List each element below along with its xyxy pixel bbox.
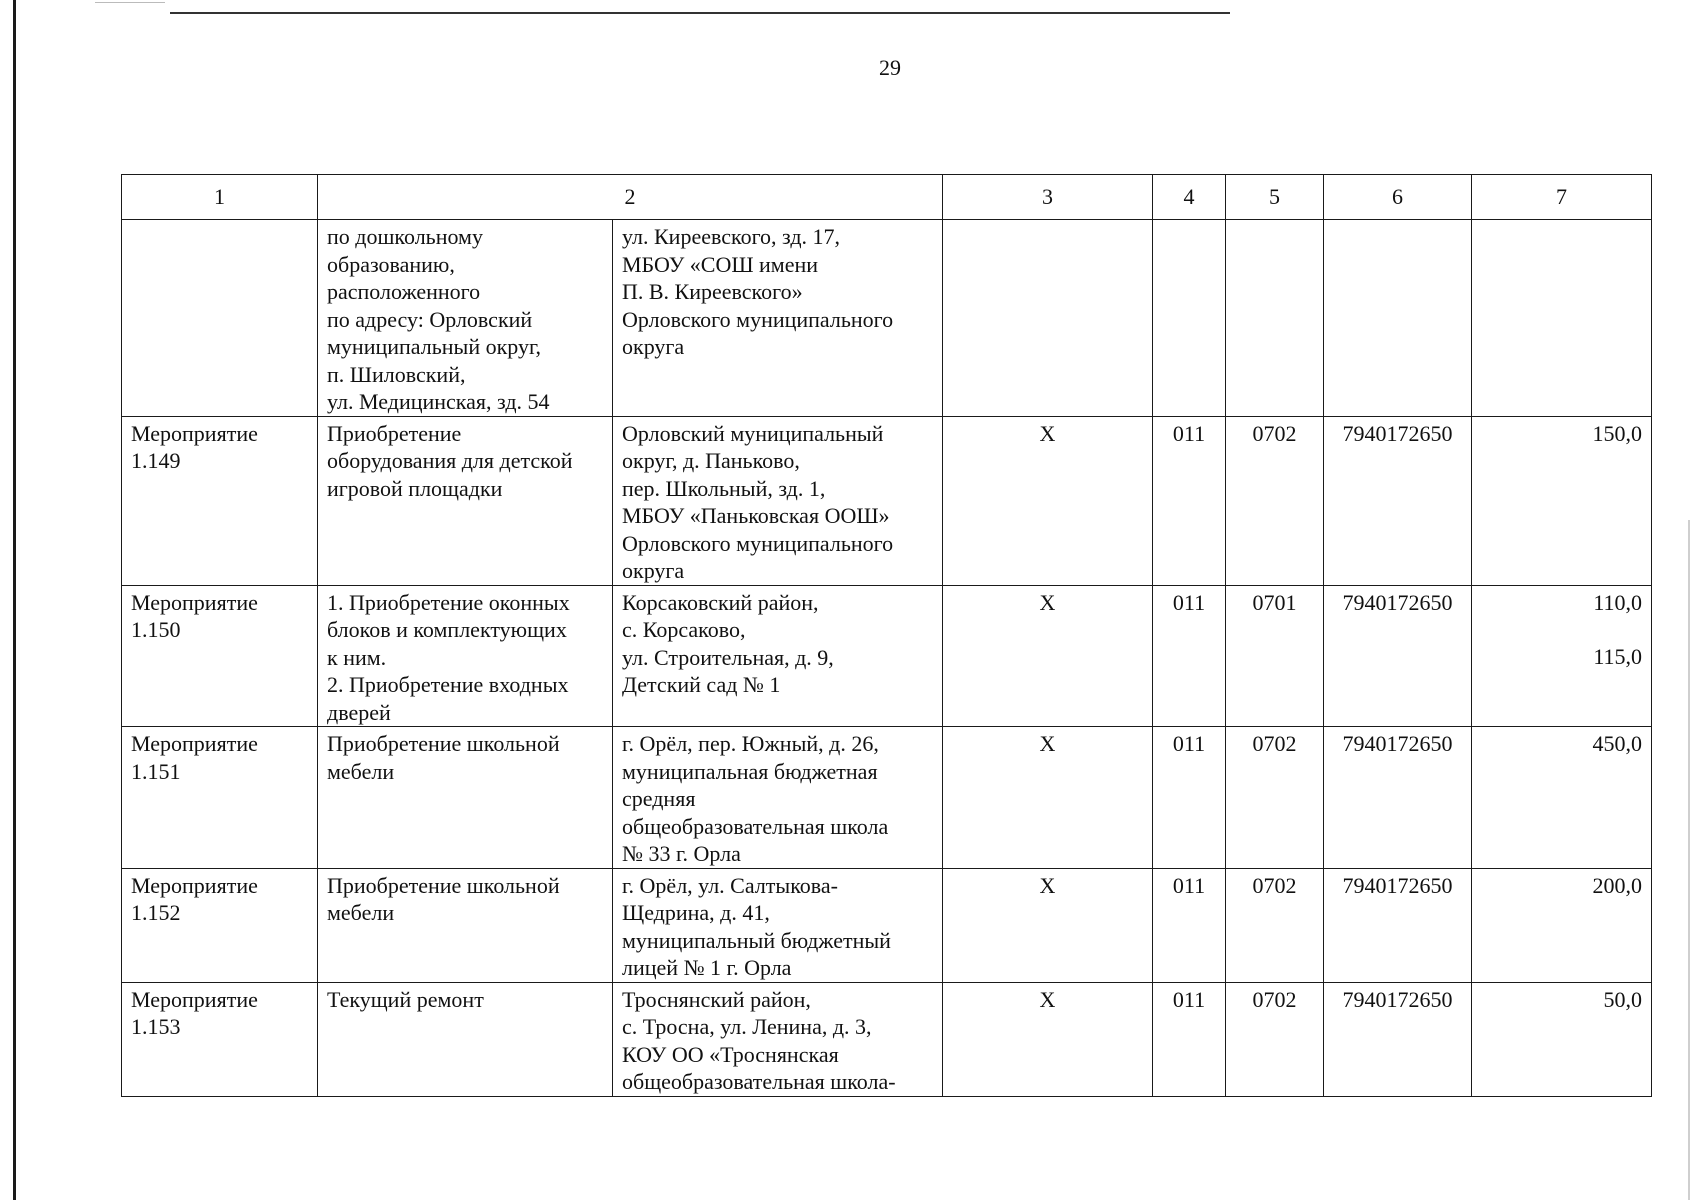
cell-line: 200,0 [1592,872,1642,898]
cell-line: Детский сад № 1 [622,672,781,697]
cell-line: лицей № 1 г. Орла [622,955,792,980]
cell-line: Мероприятие [131,731,258,756]
cell-line: П. В. Киреевского» [622,279,803,304]
code-011-cell [1153,727,1226,869]
cell-line: 150,0 [1592,420,1642,446]
code-011-cell [1153,982,1226,1096]
cell-line: № 33 г. Орла [622,841,741,866]
header-cell-2: 2 [318,175,943,220]
cell-line: Мероприятие [131,589,258,615]
table-row [122,868,1652,982]
section-code-cell [1226,585,1324,727]
event-name-cell [318,982,613,1096]
top-faint-line [95,2,165,3]
cell-line: 011 [1172,731,1206,756]
event-name-cell [318,727,613,869]
cell-line: Орловского муниципального [622,306,894,332]
cell-line: муниципальный округ, [327,334,542,359]
section-code-cell [1226,868,1324,982]
cell-line: общеобразовательная школа- [622,1069,896,1094]
event-address-cell [613,868,943,982]
cell-line: по адресу: Орловский [327,306,533,332]
cell-line: 1. Приобретение оконных [327,589,570,615]
marker-cell [943,220,1153,417]
cell-line: Х [1039,731,1056,756]
header-cell-5: 5 [1226,175,1324,220]
amount-cell [1472,416,1652,585]
cell-line: Х [1039,589,1056,615]
cell-line: Мероприятие [131,986,258,1012]
page-number: 29 [879,55,901,80]
marker-cell [943,416,1153,585]
table-header-row [122,175,1652,220]
cell-line: 50,0 [1603,986,1642,1012]
cell-line: КОУ ОО «Троснянская [622,1041,839,1067]
code-011-cell [1153,220,1226,417]
table-row [122,416,1652,585]
cell-line: 0702 [1252,731,1297,756]
table-row [122,585,1652,727]
cell-line: общеобразовательная школа [622,813,889,839]
header-cell-6: 6 [1324,175,1472,220]
cell-line: Приобретение школьной [327,731,560,756]
amount-cell [1472,585,1652,727]
cell-line: 7940172650 [1342,872,1453,898]
cell-line: Корсаковский район, [622,589,819,615]
section-code-cell [1226,416,1324,585]
cell-line: 7940172650 [1342,420,1453,446]
amount-cell [1472,727,1652,869]
cell-line: блоков и комплектующих [327,617,567,642]
cell-line: Орловский муниципальный [622,420,884,446]
target-code-cell [1324,416,1472,585]
cell-line: округа [622,334,685,359]
cell-line: Х [1039,872,1056,898]
target-code-cell [1324,982,1472,1096]
cell-line: 1.149 [131,448,181,473]
cell-line: игровой площадки [327,475,503,501]
cell-line: образованию, [327,251,455,277]
cell-line: округа [622,558,685,583]
cell-line: 011 [1172,872,1206,898]
cell-line: расположенного [327,279,481,304]
event-address-cell [613,727,943,869]
cell-line: 110,0 [1593,589,1642,615]
cell-line: мебели [327,758,395,784]
marker-cell [943,585,1153,727]
table-row [122,220,1652,417]
cell-line: Орловского муниципального [622,530,894,556]
budget-table [121,174,1652,1097]
cell-line: 1.150 [131,617,181,642]
cell-line: 7940172650 [1342,731,1453,756]
cell-line: оборудования для детской [327,448,573,473]
cell-line: 0701 [1252,589,1297,615]
top-rule [170,12,1230,14]
page-right-edge [1688,520,1690,1200]
cell-line: 7940172650 [1342,589,1453,615]
cell-line: п. Шиловский, [327,361,466,387]
cell-line: 0702 [1252,986,1297,1012]
cell-line: 011 [1172,589,1206,615]
target-code-cell [1324,727,1472,869]
cell-line: муниципальный бюджетный [622,927,891,953]
cell-line: МБОУ «Паньковская ООШ» [622,503,890,528]
code-011-cell [1153,868,1226,982]
amount-second-line: 115,0 [1593,644,1642,669]
cell-line: 0702 [1252,420,1297,446]
cell-line: г. Орёл, ул. Салтыкова- [622,872,838,898]
event-name-cell [318,416,613,585]
event-name-cell [318,868,613,982]
event-id-cell [122,868,318,982]
target-code-cell [1324,220,1472,417]
event-id-cell [122,585,318,727]
cell-line: г. Орёл, пер. Южный, д. 26, [622,731,879,756]
table-body [122,175,1652,1097]
section-code-cell [1226,220,1324,417]
event-address-cell [613,982,943,1096]
cell-line: 450,0 [1592,731,1642,756]
cell-line: ул. Медицинская, зд. 54 [327,389,550,414]
event-address-cell [613,416,943,585]
cell-line: по дошкольному [327,224,483,249]
cell-line: Мероприятие [131,420,258,446]
target-code-cell [1324,585,1472,727]
amount-cell [1472,868,1652,982]
cell-line: к ним. [327,644,387,670]
event-id-cell [122,220,318,417]
event-id-cell [122,727,318,869]
cell-line: с. Корсаково, [622,617,746,642]
cell-line: округ, д. Паньково, [622,448,800,473]
event-name-cell [318,585,613,727]
marker-cell [943,982,1153,1096]
cell-line: 011 [1172,986,1206,1012]
event-address-cell [613,220,943,417]
cell-line: 2. Приобретение входных [327,672,569,697]
header-cell-4: 4 [1153,175,1226,220]
cell-line: Х [1039,420,1056,446]
cell-line: муниципальная бюджетная [622,758,878,784]
header-cell-3: 3 [943,175,1153,220]
cell-line: Текущий ремонт [327,986,484,1012]
cell-line: мебели [327,900,395,925]
marker-cell [943,868,1153,982]
header-cell-1: 1 [122,175,318,220]
cell-line: Приобретение [327,420,462,446]
code-011-cell [1153,585,1226,727]
cell-line: 0702 [1252,872,1297,898]
cell-line: 1.152 [131,900,181,925]
cell-line: ул. Киреевского, зд. 17, [622,224,841,249]
page-left-edge [13,0,16,1200]
cell-line: Х [1039,986,1056,1012]
cell-line: 011 [1172,420,1206,446]
event-address-cell [613,585,943,727]
cell-line: Троснянский район, [622,986,811,1012]
amount-cell [1472,220,1652,417]
cell-line: пер. Школьный, зд. 1, [622,475,826,501]
cell-line: ул. Строительная, д. 9, [622,644,834,670]
table-row [122,727,1652,869]
cell-line: Щедрина, д. 41, [622,900,770,925]
cell-line: Приобретение школьной [327,872,560,898]
section-code-cell [1226,982,1324,1096]
marker-cell [943,727,1153,869]
cell-line: Мероприятие [131,872,258,898]
event-name-cell [318,220,613,417]
cell-line: МБОУ «СОШ имени [622,251,819,277]
header-cell-7: 7 [1472,175,1652,220]
amount-cell [1472,982,1652,1096]
cell-line: 7940172650 [1342,986,1453,1012]
cell-line: средняя [622,786,696,811]
target-code-cell [1324,868,1472,982]
cell-line: дверей [327,699,391,725]
table-row [122,982,1652,1096]
cell-line: с. Тросна, ул. Ленина, д. 3, [622,1014,872,1039]
event-id-cell [122,416,318,585]
event-id-cell [122,982,318,1096]
section-code-cell [1226,727,1324,869]
code-011-cell [1153,416,1226,585]
cell-line: 1.153 [131,1014,181,1039]
cell-line: 1.151 [131,758,181,784]
